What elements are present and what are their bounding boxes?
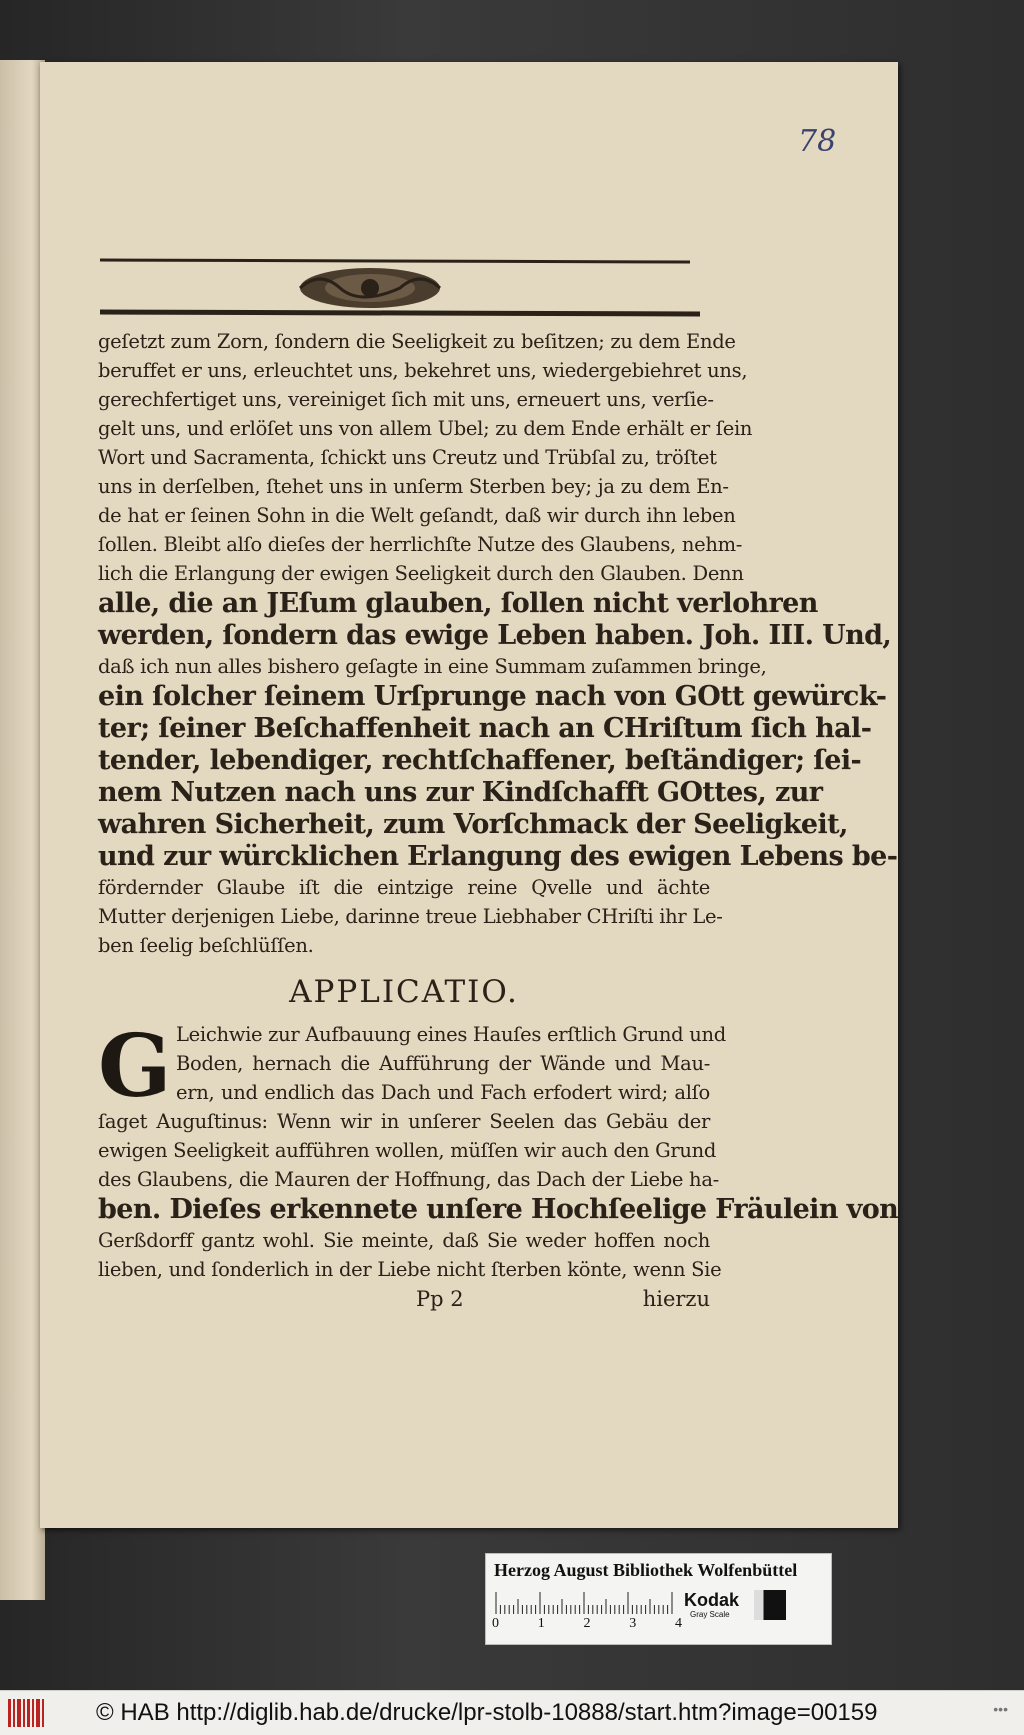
scale-number: 2 (583, 1616, 591, 1631)
text-line: uns in derſelben, ſtehet uns in unſerm Sterben bey; ja zu dem En- (98, 475, 729, 498)
text-line: ern, und endlich das Dach und Fach erfodert wird; alſo (176, 1081, 710, 1104)
text-line: Gerßdorff gantz wohl. Sie meinte, daß Sie weder hoffen noch (98, 1229, 710, 1252)
text-line: ſollen. Bleibt alſo dieſes der herrlichſte Nutze des Glaubens, nehm- (98, 533, 743, 556)
text-line: Wort und Sacramenta, ſchickt uns Creutz und Trübſal zu, tröſtet (98, 446, 717, 469)
text-line: lieben, und ſonderlich in der Liebe nicht ſterben könte, wenn Sie (98, 1258, 722, 1281)
text-line: Boden, hernach die Aufführung der Wände und Mau- (176, 1052, 710, 1075)
text-line: ben ſeelig beſchlüſſen. (98, 934, 314, 957)
catchword: hierzu (642, 1287, 710, 1311)
headpiece-ornament (100, 250, 700, 320)
scale-ruler (494, 1592, 674, 1614)
decorated-initial: G (98, 1016, 172, 1117)
text-line: nem Nutzen nach uns zur Kindſchafft GOttes, zur (98, 777, 823, 808)
scale-number: 1 (537, 1616, 545, 1631)
text-line: daß ich nun alles bishero geſagte in eine Summam zuſammen bringe, (98, 655, 767, 678)
folio-number: 78 (798, 124, 837, 159)
text-line: ewigen Seeligkeit aufführen wollen, müſſen wir auch den Grund (98, 1139, 717, 1162)
text-line: werden, ſondern das ewige Leben haben. Joh. III. Und, (98, 620, 892, 651)
facing-page-edge (0, 60, 45, 1600)
text-line: de hat er ſeinen Sohn in die Welt geſandt, daß wir durch ihn leben (98, 504, 736, 527)
page-footer (98, 1284, 710, 1314)
text-line: geſetzt zum Zorn, ſondern die Seeligkeit zu beſitzen; zu dem Ende (98, 330, 736, 353)
text-line: beruffet er uns, erleuchtet uns, bekehret uns, wiedergebiehret uns, (98, 359, 748, 382)
text-line: des Glaubens, die Mauren der Hoffnung, das Dach der Liebe ha- (98, 1168, 719, 1191)
scale-number: 3 (629, 1616, 637, 1631)
more-icon[interactable]: ••• (993, 1701, 1008, 1717)
scale-numbers (492, 1616, 682, 1632)
text-line: gelt uns, und erlöſet uns von allem Ubel; zu dem Ende erhält er ſein (98, 417, 753, 440)
barcode-icon (8, 1699, 46, 1727)
scale-number: 0 (492, 1616, 499, 1631)
signature-mark: Pp 2 (416, 1287, 464, 1311)
text-line: Leichwie zur Aufbauung eines Hauſes erſtlich Grund und (176, 1023, 726, 1046)
section-heading: APPLICATIO. (289, 974, 519, 1010)
body-text (98, 327, 899, 1314)
text-line: wahren Sicherheit, zum Vorſchmack der Seeligkeit, (98, 809, 848, 840)
source-url[interactable]: © HAB http://diglib.hab.de/drucke/lpr-stolb-10888/start.htm?image=00159 (96, 1699, 878, 1726)
application-paragraph (98, 1016, 899, 1284)
library-name: Herzog August Bibliothek Wolfenbüttel (494, 1560, 798, 1580)
text-line: lich die Erlangung der ewigen Seeligkeit durch den Glauben. Denn (98, 562, 744, 585)
gray-scale-label: Gray Scale (690, 1610, 730, 1619)
text-line: ter; ſeiner Beſchaffenheit nach an CHriſtum ſich hal- (98, 713, 872, 744)
color-reference-card (485, 1553, 832, 1645)
text-line: fördernder Glaube iſt die eintzige reine Qvelle und ächte (98, 876, 710, 899)
scale-number: 4 (675, 1616, 682, 1631)
kodak-label: Kodak (684, 1590, 740, 1610)
gray-swatch (754, 1590, 786, 1620)
text-line: ſaget Auguſtinus: Wenn wir in unſerer Seelen das Gebäu der (98, 1110, 710, 1133)
text-line: und zur würcklichen Erlangung des ewigen Lebens be- (98, 841, 898, 872)
text-line: ben. Dieſes erkennete unſere Hochſeelige Fräulein von (98, 1194, 899, 1225)
text-line: alle, die an JEſum glauben, ſollen nicht verlohren (98, 588, 818, 619)
body-paragraph (98, 327, 898, 960)
status-bar (0, 1690, 1024, 1735)
text-line: tender, lebendiger, rechtſchaffener, beſtändiger; ſei- (98, 745, 862, 776)
text-line: gerechfertiget uns, vereiniget ſich mit uns, erneuert uns, verſie- (98, 388, 714, 411)
text-line: Mutter derjenigen Liebe, darinne treue Liebhaber CHriſti ihr Le- (98, 905, 723, 928)
text-line: ein ſolcher ſeinem Urſprunge nach von GOtt gewürck- (98, 681, 887, 712)
